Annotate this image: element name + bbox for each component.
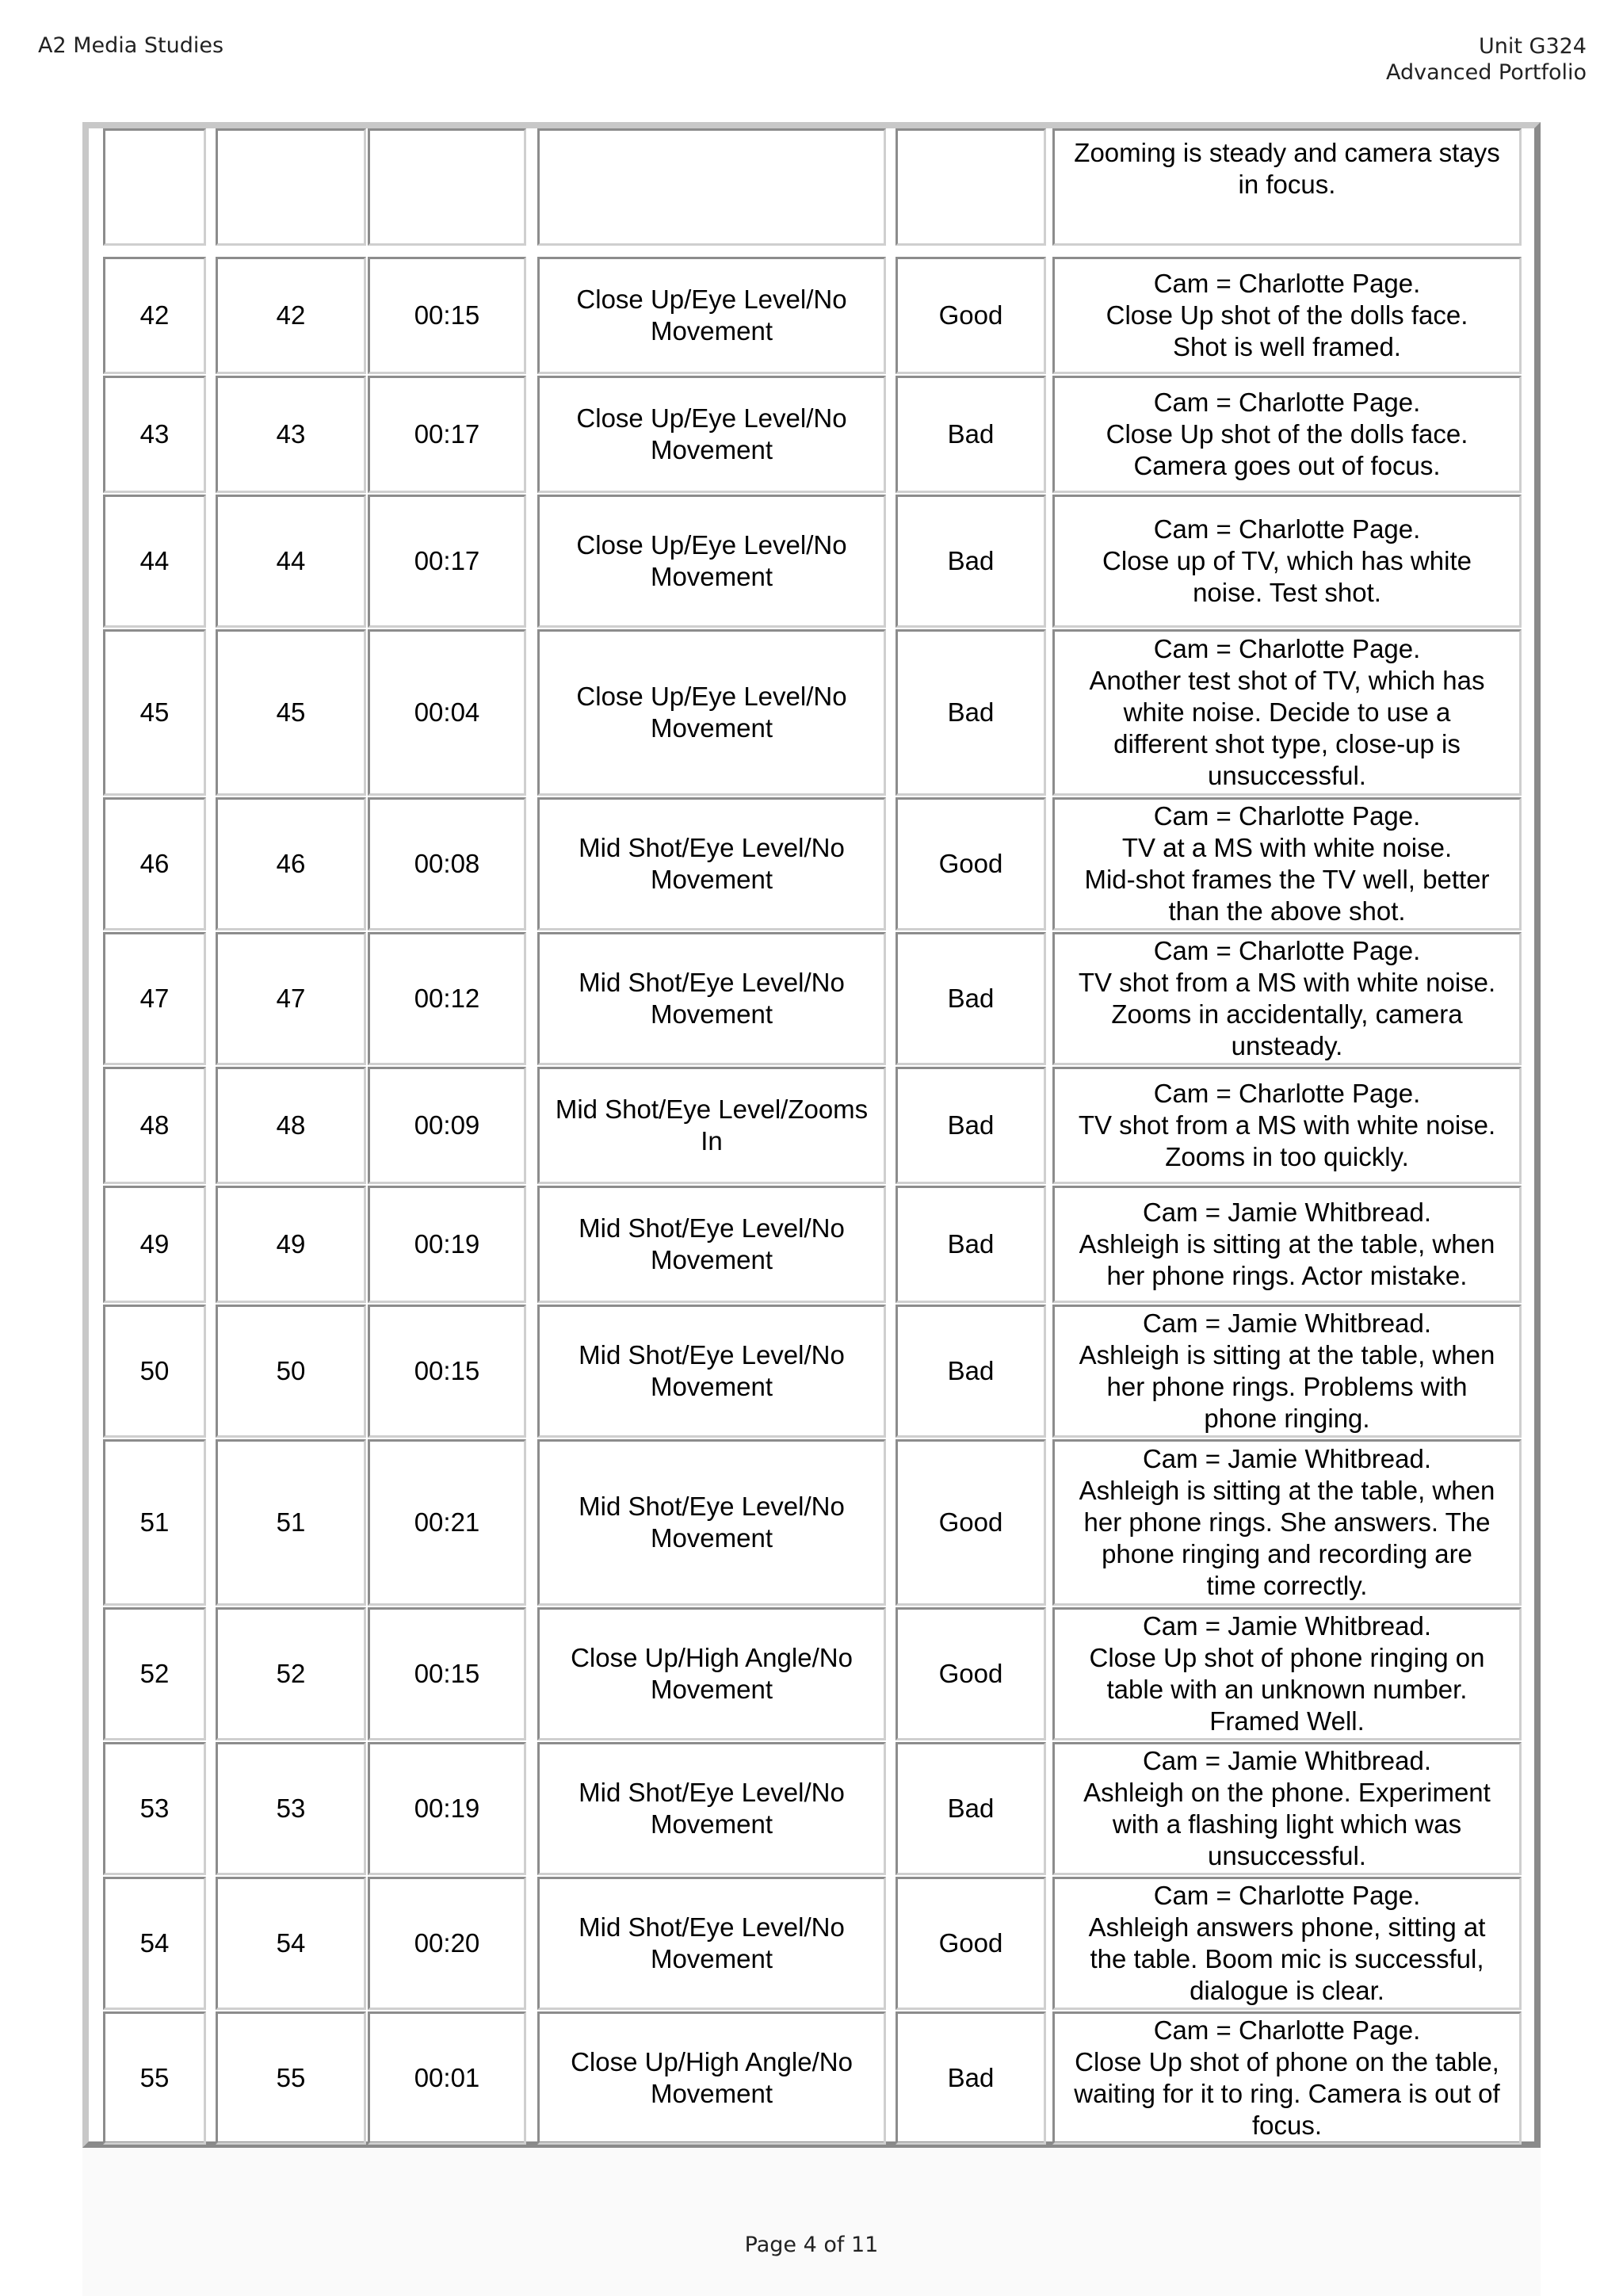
cell-shot-number: 50 <box>216 1305 366 1438</box>
cell-rating: Bad <box>896 495 1046 628</box>
description-line: focus. <box>1251 2111 1323 2140</box>
description-lines <box>1090 1610 1485 1737</box>
cell-rating: Good <box>896 1877 1046 2010</box>
description-line: Framed Well. <box>1209 1706 1365 1736</box>
cell-scene-number: 54 <box>103 1877 206 2010</box>
description-lines <box>1090 633 1485 792</box>
cell-duration: 00:15 <box>368 1607 526 1740</box>
table-row <box>89 128 1534 246</box>
cell-description <box>1052 495 1522 628</box>
description-line: time correctly. <box>1206 1571 1368 1600</box>
description-line: Cam = Charlotte Page. <box>1153 2015 1421 2045</box>
cell-description <box>1052 376 1522 493</box>
cell-rating: Bad <box>896 1067 1046 1184</box>
table-row <box>89 495 1534 628</box>
cell-duration: 00:15 <box>368 1305 526 1438</box>
description-line: Cam = Charlotte Page. <box>1153 514 1421 544</box>
cell-scene-number: 53 <box>103 1742 206 1875</box>
cell-description <box>1052 1305 1522 1438</box>
cell-shot-number: 47 <box>216 932 366 1065</box>
cell-rating: Bad <box>896 2011 1046 2145</box>
description-line: Cam = Jamie Whitbread. <box>1142 1746 1432 1775</box>
description-lines <box>1079 1197 1495 1292</box>
cell-shot-type: Mid Shot/Eye Level/No Movement <box>537 1305 886 1438</box>
cell-rating: Good <box>896 1607 1046 1740</box>
cell-shot-type: Close Up/Eye Level/No Movement <box>537 495 886 628</box>
table-row <box>89 1439 1534 1606</box>
description-line: in focus. <box>1238 170 1336 199</box>
description-line: Cam = Jamie Whitbread. <box>1142 1444 1432 1473</box>
cell-scene-number: 50 <box>103 1305 206 1438</box>
description-line: Cam = Jamie Whitbread. <box>1142 1611 1432 1641</box>
description-line: her phone rings. She answers. The <box>1083 1507 1491 1537</box>
cell-shot-number: 44 <box>216 495 366 628</box>
description-line: Cam = Charlotte Page. <box>1153 1079 1421 1108</box>
table-row <box>89 376 1534 493</box>
cell-rating: Bad <box>896 1305 1046 1438</box>
table-row <box>89 257 1534 374</box>
cell-shot-number: 53 <box>216 1742 366 1875</box>
cell-duration: 00:20 <box>368 1877 526 2010</box>
cell-description <box>1052 1186 1522 1303</box>
page-number: Page 4 of 11 <box>744 2233 879 2257</box>
cell-shot-type: Mid Shot/Eye Level/No Movement <box>537 797 886 930</box>
table-row <box>89 1067 1534 1184</box>
cell-duration: 00:21 <box>368 1439 526 1606</box>
description-line: the table. Boom mic is successful, <box>1090 1944 1484 1973</box>
description-line: waiting for it to ring. Camera is out of <box>1074 2079 1500 2108</box>
cell-description <box>1052 932 1522 1065</box>
cell-description <box>1052 1439 1522 1606</box>
description-line: TV shot from a MS with white noise. <box>1078 968 1496 997</box>
description-lines <box>1074 2015 1499 2141</box>
description-line: unsuccessful. <box>1208 761 1366 790</box>
description-line: Close up of TV, which has white <box>1102 546 1472 575</box>
description-line: Ashleigh answers phone, sitting at <box>1088 1912 1486 1942</box>
cell-shot-number: 45 <box>216 629 366 796</box>
description-line: Cam = Jamie Whitbread. <box>1142 1308 1432 1338</box>
description-line: her phone rings. Problems with <box>1106 1372 1468 1401</box>
description-line: phone ringing and recording are <box>1102 1539 1472 1568</box>
cell-shot-number: 46 <box>216 797 366 930</box>
description-lines <box>1106 387 1468 482</box>
cell-shot-number: 48 <box>216 1067 366 1184</box>
description-line: Ashleigh is sitting at the table, when <box>1079 1476 1495 1505</box>
cell-scene-number: 43 <box>103 376 206 493</box>
cell-duration: 00:19 <box>368 1742 526 1875</box>
cell-shot-type: Mid Shot/Eye Level/No Movement <box>537 1877 886 2010</box>
description-line: TV at a MS with white noise. <box>1121 833 1453 862</box>
table-row <box>89 1186 1534 1303</box>
cell-scene-number: 48 <box>103 1067 206 1184</box>
description-line: Close Up shot of the dolls face. <box>1106 300 1468 330</box>
cell-description <box>1052 1742 1522 1875</box>
cell-scene-number: 55 <box>103 2011 206 2145</box>
cell-description <box>1052 797 1522 930</box>
description-line: Cam = Charlotte Page. <box>1153 1881 1421 1910</box>
cell-duration: 00:09 <box>368 1067 526 1184</box>
cell-rating: Bad <box>896 376 1046 493</box>
description-lines <box>1089 1880 1486 2007</box>
cell-rating: Bad <box>896 1742 1046 1875</box>
description-line: Mid-shot frames the TV well, better <box>1084 865 1490 894</box>
cell-shot-number: 51 <box>216 1439 366 1606</box>
cell-scene-number: 42 <box>103 257 206 374</box>
cell-scene-number: 45 <box>103 629 206 796</box>
cell-shot-number: 42 <box>216 257 366 374</box>
description-line: Ashleigh is sitting at the table, when <box>1079 1340 1495 1370</box>
description-lines <box>1084 800 1489 927</box>
cell-shot-type <box>537 128 886 246</box>
table-row <box>89 1742 1534 1875</box>
cell-shot-number: 52 <box>216 1607 366 1740</box>
description-line: than the above shot. <box>1168 896 1406 926</box>
description-line: different shot type, close-up is <box>1113 729 1461 758</box>
description-line: Shot is well framed. <box>1173 332 1401 361</box>
cell-scene-number: 47 <box>103 932 206 1065</box>
cell-shot-type: Mid Shot/Eye Level/No Movement <box>537 932 886 1065</box>
cell-description <box>1052 629 1522 796</box>
description-line: Ashleigh on the phone. Experiment <box>1083 1778 1491 1807</box>
description-line: white noise. Decide to use a <box>1123 697 1451 727</box>
table-row <box>89 2011 1534 2145</box>
cell-shot-number: 55 <box>216 2011 366 2145</box>
description-lines <box>1079 1443 1495 1602</box>
cell-description <box>1052 128 1522 246</box>
description-line: Close Up shot of phone on the table, <box>1075 2047 1499 2076</box>
cell-shot-number: 54 <box>216 1877 366 2010</box>
description-lines <box>1079 935 1495 1062</box>
page-bottom-band <box>82 2148 1541 2296</box>
cell-duration: 00:17 <box>368 495 526 628</box>
cell-shot-type: Mid Shot/Eye Level/No Movement <box>537 1742 886 1875</box>
cell-duration: 00:17 <box>368 376 526 493</box>
description-line: Close Up shot of the dolls face. <box>1106 419 1468 449</box>
cell-shot-type: Mid Shot/Eye Level/No Movement <box>537 1439 886 1606</box>
cell-scene-number: 49 <box>103 1186 206 1303</box>
description-line: Zooms in too quickly. <box>1165 1142 1409 1171</box>
cell-duration: 00:01 <box>368 2011 526 2145</box>
description-lines <box>1106 268 1468 363</box>
cell-duration: 00:08 <box>368 797 526 930</box>
cell-rating: Good <box>896 797 1046 930</box>
description-line: Cam = Charlotte Page. <box>1153 801 1421 831</box>
description-line: dialogue is clear. <box>1190 1976 1384 2005</box>
cell-scene-number: 44 <box>103 495 206 628</box>
cell-description <box>1052 1877 1522 2010</box>
cell-shot-type: Close Up/High Angle/No Movement <box>537 1607 886 1740</box>
description-line: Cam = Jamie Whitbread. <box>1142 1198 1432 1227</box>
description-line: unsteady. <box>1231 1031 1343 1060</box>
table-row <box>89 797 1534 930</box>
cell-scene-number: 51 <box>103 1439 206 1606</box>
cell-shot-type: Close Up/Eye Level/No Movement <box>537 629 886 796</box>
cell-duration <box>368 128 526 246</box>
cell-shot-type: Close Up/High Angle/No Movement <box>537 2011 886 2145</box>
cell-scene-number: 46 <box>103 797 206 930</box>
description-line: Cam = Charlotte Page. <box>1153 269 1421 298</box>
cell-shot-number <box>216 128 366 246</box>
description-lines <box>1079 1078 1495 1173</box>
cell-shot-type: Close Up/Eye Level/No Movement <box>537 257 886 374</box>
cell-rating <box>896 128 1046 246</box>
description-line: Cam = Charlotte Page. <box>1153 388 1421 417</box>
cell-duration: 00:04 <box>368 629 526 796</box>
cell-shot-number: 49 <box>216 1186 366 1303</box>
description-line: noise. Test shot. <box>1193 578 1381 607</box>
description-line: Zooms in accidentally, camera <box>1111 999 1463 1029</box>
cell-duration: 00:15 <box>368 257 526 374</box>
cell-shot-type: Close Up/Eye Level/No Movement <box>537 376 886 493</box>
cell-rating: Good <box>896 1439 1046 1606</box>
cell-rating: Bad <box>896 629 1046 796</box>
cell-rating: Bad <box>896 932 1046 1065</box>
cell-description <box>1052 1067 1522 1184</box>
header-unit-code: Unit G324 <box>1478 34 1587 59</box>
description-line: her phone rings. Actor mistake. <box>1106 1261 1468 1290</box>
cell-description <box>1052 1607 1522 1740</box>
cell-rating: Bad <box>896 1186 1046 1303</box>
header-subject: A2 Media Studies <box>38 33 224 58</box>
cell-shot-type: Mid Shot/Eye Level/Zooms In <box>537 1067 886 1184</box>
description-lines <box>1083 1745 1491 1872</box>
description-line: Cam = Charlotte Page. <box>1153 936 1421 965</box>
description-lines <box>1074 137 1499 201</box>
description-lines <box>1079 1308 1495 1435</box>
header-unit-title: Advanced Portfolio <box>1385 60 1587 85</box>
cell-description <box>1052 2011 1522 2145</box>
description-line: unsuccessful. <box>1208 1841 1366 1870</box>
table-row <box>89 629 1534 796</box>
cell-shot-type: Mid Shot/Eye Level/No Movement <box>537 1186 886 1303</box>
table-row <box>89 1877 1534 2010</box>
description-line: Another test shot of TV, which has <box>1089 666 1485 695</box>
description-line: TV shot from a MS with white noise. <box>1078 1110 1496 1140</box>
description-line: Ashleigh is sitting at the table, when <box>1079 1229 1495 1259</box>
cell-scene-number: 52 <box>103 1607 206 1740</box>
header-unit <box>1386 33 1587 86</box>
cell-duration: 00:12 <box>368 932 526 1065</box>
description-line: Camera goes out of focus. <box>1133 451 1441 480</box>
cell-scene-number <box>103 128 206 246</box>
description-line: with a flashing light which was <box>1112 1809 1462 1839</box>
cell-duration: 00:19 <box>368 1186 526 1303</box>
table-row <box>89 932 1534 1065</box>
description-line: phone ringing. <box>1204 1404 1370 1433</box>
shot-log-table <box>82 122 1541 2148</box>
description-line: Zooming is steady and camera stays <box>1074 138 1500 167</box>
cell-rating: Good <box>896 257 1046 374</box>
cell-shot-number: 43 <box>216 376 366 493</box>
table-row <box>89 1305 1534 1438</box>
description-lines <box>1102 514 1472 609</box>
description-line: table with an unknown number. <box>1106 1675 1468 1704</box>
table-row <box>89 1607 1534 1740</box>
description-line: Close Up shot of phone ringing on <box>1089 1643 1485 1672</box>
cell-description <box>1052 257 1522 374</box>
description-line: Cam = Charlotte Page. <box>1153 634 1421 663</box>
